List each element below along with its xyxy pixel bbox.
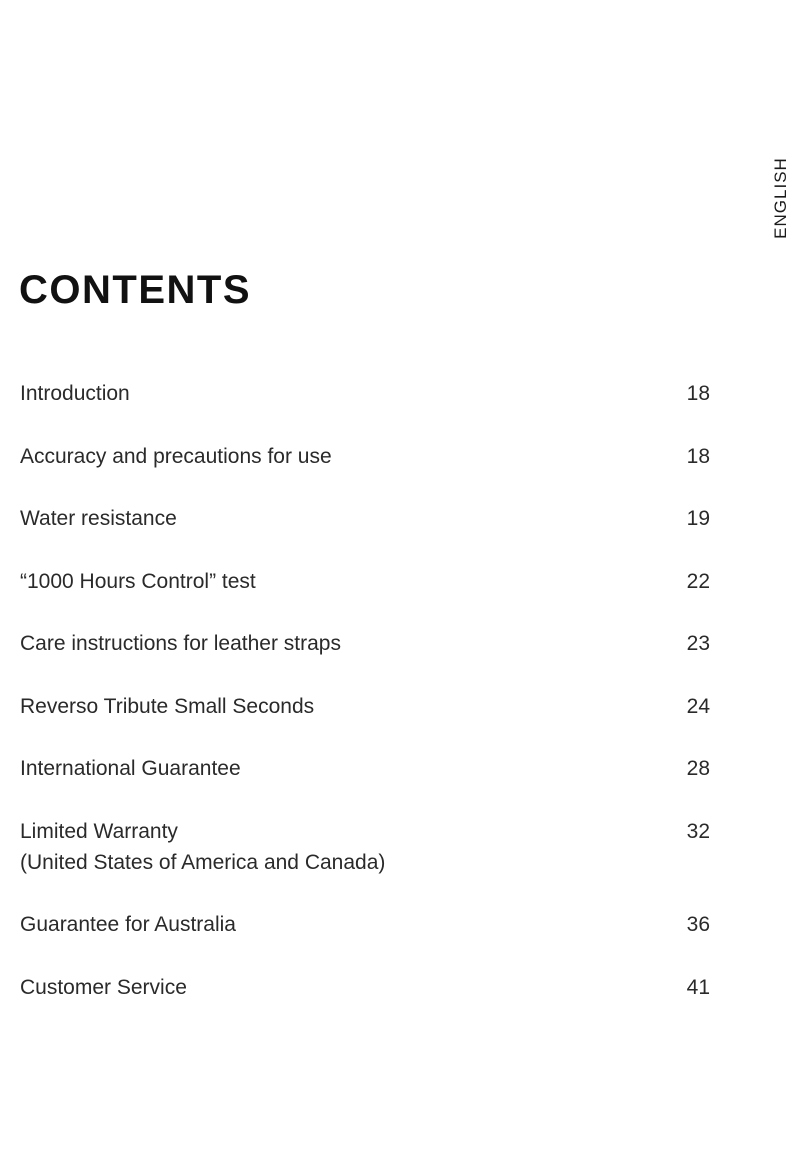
toc-entry-title: Introduction [20,382,130,405]
toc-entry-page: 36 [686,913,710,936]
toc-entry-title: Guarantee for Australia [20,913,236,936]
toc-entry-page: 18 [686,444,710,468]
toc-entry-page: 41 [686,975,710,999]
toc-entry[interactable] [20,628,710,659]
toc-entry-title: Reverso Tribute Small Seconds [20,694,315,718]
toc-entry-title: Care instructions for leather straps [20,632,341,655]
toc-entry-page: 19 [686,507,710,530]
table-of-contents [20,378,710,1034]
language-label [770,158,792,238]
toc-entry-page: 22 [686,569,710,593]
toc-entry-page: 32 [686,819,710,843]
toc-entry-page: 18 [686,382,710,405]
toc-entry[interactable] [20,441,710,472]
language-text: ENGLISH [771,157,790,239]
toc-entry[interactable] [20,753,710,784]
toc-entry-title: Limited Warranty (United States of America and Canada) [20,819,386,874]
toc-entry-title: Water resistance [20,507,177,530]
page-title: CONTENTS [19,268,251,312]
toc-entry[interactable] [20,503,710,534]
toc-entry[interactable] [20,909,710,940]
toc-entry[interactable] [20,691,710,722]
toc-entry-page: 23 [686,632,710,655]
toc-entry-title: Accuracy and precautions for use [20,444,332,468]
toc-entry-title: “1000 Hours Control” test [20,569,256,593]
toc-entry[interactable] [20,972,710,1003]
toc-entry[interactable] [20,816,710,878]
toc-entry[interactable] [20,378,710,409]
toc-entry-title: Customer Service [20,975,187,999]
toc-entry-page: 24 [686,694,710,718]
toc-entry-title: International Guarantee [20,757,241,780]
toc-entry-page: 28 [686,757,710,780]
toc-entry[interactable] [20,566,710,597]
